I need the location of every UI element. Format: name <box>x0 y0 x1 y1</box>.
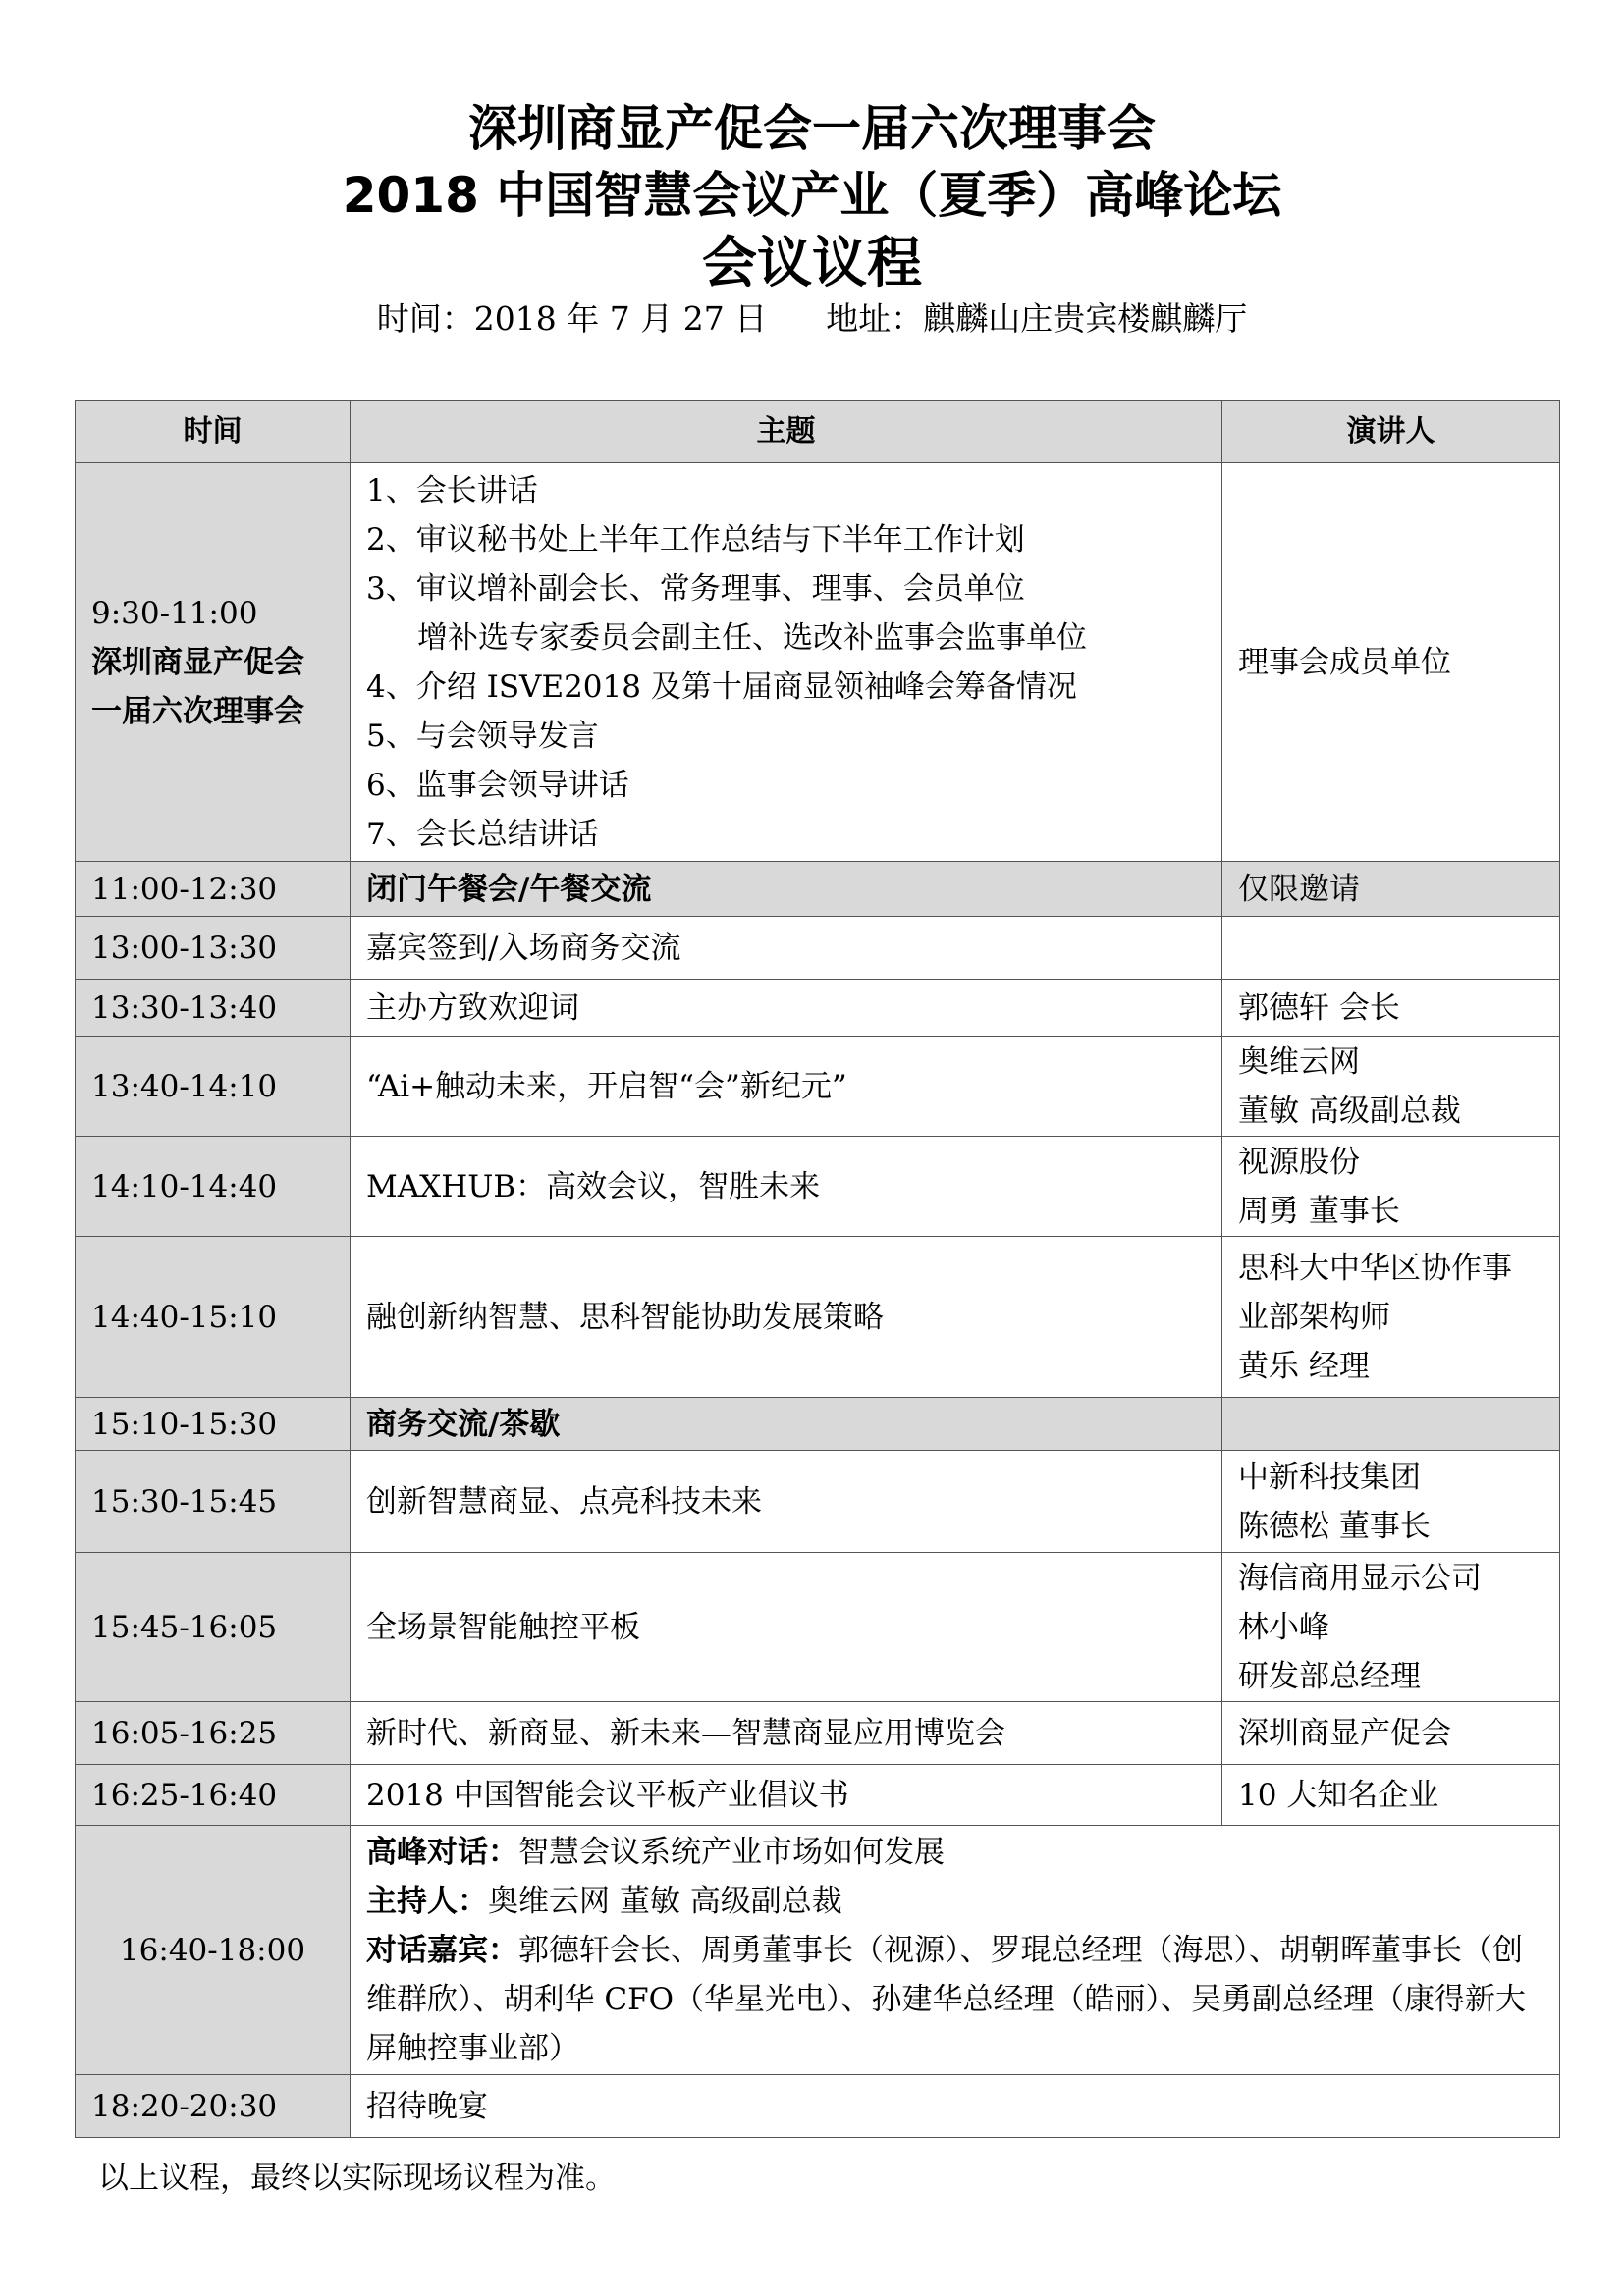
tea-speaker <box>1222 1398 1560 1451</box>
lunch-speaker: 仅限邀请 <box>1222 862 1560 917</box>
row-time: 14:10-14:40 <box>76 1137 351 1237</box>
board-speaker: 理事会成员单位 <box>1222 463 1560 862</box>
row-time: 16:25-16:40 <box>76 1765 351 1826</box>
speaker-line: 郭德轩 会长 <box>1238 989 1400 1026</box>
table-row <box>76 1553 1560 1702</box>
dinner-topic: 招待晚宴 <box>351 2075 1560 2138</box>
speaker-line: 周勇 董事长 <box>1238 1193 1400 1229</box>
row-topic: 全场景智能触控平板 <box>351 1553 1222 1702</box>
board-time: 9:30-11:00 <box>91 595 258 631</box>
title-line-1: 深圳商显产促会一届六次理事会 <box>468 100 1156 157</box>
row-topic: MAXHUB：高效会议，智胜未来 <box>351 1137 1222 1237</box>
lunch-time: 11:00-12:30 <box>76 862 351 917</box>
table-row-dinner <box>76 2075 1560 2138</box>
title-line-3: 会议议程 <box>702 232 922 295</box>
table-row-tea <box>76 1398 1560 1451</box>
table-row-summit <box>76 1826 1560 2075</box>
speaker-line: 陈德松 董事长 <box>1238 1508 1431 1544</box>
header-topic: 主题 <box>351 401 1222 463</box>
board-item: 增补选专家委员会副主任、选改补监事会监事单位 <box>417 619 1087 656</box>
speaker-line: 业部架构师 <box>1238 1299 1390 1335</box>
row-topic: 嘉宾签到/入场商务交流 <box>351 917 1222 980</box>
row-time: 14:40-15:10 <box>76 1237 351 1398</box>
speaker-line: 深圳商显产促会 <box>1238 1715 1451 1751</box>
summit-content <box>351 1826 1560 2075</box>
row-time: 16:05-16:25 <box>76 1702 351 1765</box>
board-name-line1: 深圳商显产促会 <box>91 644 304 680</box>
board-item: 7、会长总结讲话 <box>366 816 599 852</box>
row-time: 13:30-13:40 <box>76 980 351 1037</box>
board-topic-cell <box>351 463 1222 862</box>
row-speaker <box>1222 1237 1560 1398</box>
table-row <box>76 1451 1560 1553</box>
row-topic: 融创新纳智慧、思科智能协助发展策略 <box>351 1237 1222 1398</box>
speaker-line: 中新科技集团 <box>1238 1459 1421 1495</box>
header-speaker: 演讲人 <box>1222 401 1560 463</box>
summit-time: 16:40-18:00 <box>76 1826 351 2075</box>
time-address-line <box>0 296 1624 342</box>
table-row <box>76 1765 1560 1826</box>
speaker-line: 黄乐 经理 <box>1238 1348 1370 1384</box>
board-name-line2: 一届六次理事会 <box>91 693 304 729</box>
board-time-cell <box>76 463 351 862</box>
dinner-time: 18:20-20:30 <box>76 2075 351 2138</box>
speaker-line: 董敏 高级副总裁 <box>1238 1093 1461 1129</box>
row-speaker <box>1222 1702 1560 1765</box>
tea-topic: 商务交流/茶歇 <box>351 1398 1222 1451</box>
summit-guests-value: 郭德轩会长、周勇董事长（视源）、罗琨总经理（海思）、胡朝晖董事长（创维群欣）、胡利华 CFO（华星光电）、孙建华总经理（皓丽）、吴勇副总经理（康得新大屏触控事业部） <box>366 1932 1526 2066</box>
summit-host <box>366 1877 1543 1926</box>
table-row <box>76 1037 1560 1137</box>
board-item: 5、与会领导发言 <box>366 718 599 754</box>
row-topic: “Ai+触动未来，开启智“会”新纪元” <box>351 1037 1222 1137</box>
row-speaker <box>1222 1137 1560 1237</box>
header-time: 时间 <box>76 401 351 463</box>
tea-time: 15:10-15:30 <box>76 1398 351 1451</box>
row-speaker <box>1222 1037 1560 1137</box>
table-row-board <box>76 463 1560 862</box>
speaker-line: 研发部总经理 <box>1238 1658 1421 1694</box>
row-speaker <box>1222 1451 1560 1553</box>
speaker-line: 海信商用显示公司 <box>1238 1560 1482 1596</box>
summit-topic-label: 高峰对话： <box>366 1834 518 1870</box>
speaker-line: 10 大知名企业 <box>1238 1777 1439 1813</box>
board-item: 1、会长讲话 <box>366 472 538 508</box>
speaker-line: 思科大中华区协作事 <box>1238 1250 1512 1286</box>
summit-host-label: 主持人： <box>366 1883 488 1919</box>
row-time: 13:00-13:30 <box>76 917 351 980</box>
board-item: 6、监事会领导讲话 <box>366 767 629 803</box>
table-row <box>76 917 1560 980</box>
agenda-table <box>75 400 1560 2138</box>
board-item: 3、审议增补副会长、常务理事、理事、会员单位 <box>366 570 1025 607</box>
table-row <box>76 1137 1560 1237</box>
meeting-time: 时间：2018 年 7 月 27 日 <box>376 299 768 338</box>
table-row <box>76 1237 1560 1398</box>
row-speaker <box>1222 980 1560 1037</box>
summit-guests-label: 对话嘉宾： <box>366 1932 518 1968</box>
summit-host-value: 奥维云网 董敏 高级副总裁 <box>488 1883 842 1919</box>
table-row-lunch <box>76 862 1560 917</box>
meeting-address: 地址：麒麟山庄贵宾楼麒麟厅 <box>826 299 1248 338</box>
speaker-line: 林小峰 <box>1238 1609 1329 1645</box>
row-topic: 创新智慧商显、点亮科技未来 <box>351 1451 1222 1553</box>
row-time: 13:40-14:10 <box>76 1037 351 1137</box>
lunch-topic: 闭门午餐会/午餐交流 <box>351 862 1222 917</box>
summit-topic-value: 智慧会议系统产业市场如何发展 <box>518 1834 945 1870</box>
table-row <box>76 980 1560 1037</box>
table-header-row <box>76 401 1560 463</box>
speaker-line: 奥维云网 <box>1238 1043 1360 1080</box>
row-speaker <box>1222 1765 1560 1826</box>
row-time: 15:30-15:45 <box>76 1451 351 1553</box>
board-item: 2、审议秘书处上半年工作总结与下半年工作计划 <box>366 521 1025 558</box>
row-time: 15:45-16:05 <box>76 1553 351 1702</box>
board-item: 4、介绍 ISVE2018 及第十届商显领袖峰会筹备情况 <box>366 668 1077 705</box>
row-topic: 新时代、新商显、新未来—智慧商显应用博览会 <box>351 1702 1222 1765</box>
speaker-line: 视源股份 <box>1238 1144 1360 1180</box>
summit-topic <box>366 1828 1543 1877</box>
summit-guests <box>366 1926 1543 2073</box>
row-speaker <box>1222 1553 1560 1702</box>
title-line-2: 2018 中国智慧会议产业（夏季）高峰论坛 <box>342 167 1282 224</box>
row-topic: 2018 中国智能会议平板产业倡议书 <box>351 1765 1222 1826</box>
row-topic: 主办方致欢迎词 <box>351 980 1222 1037</box>
table-row <box>76 1702 1560 1765</box>
row-speaker <box>1222 917 1560 980</box>
footer-note: 以上议程，最终以实际现场议程为准。 <box>98 2161 616 2196</box>
